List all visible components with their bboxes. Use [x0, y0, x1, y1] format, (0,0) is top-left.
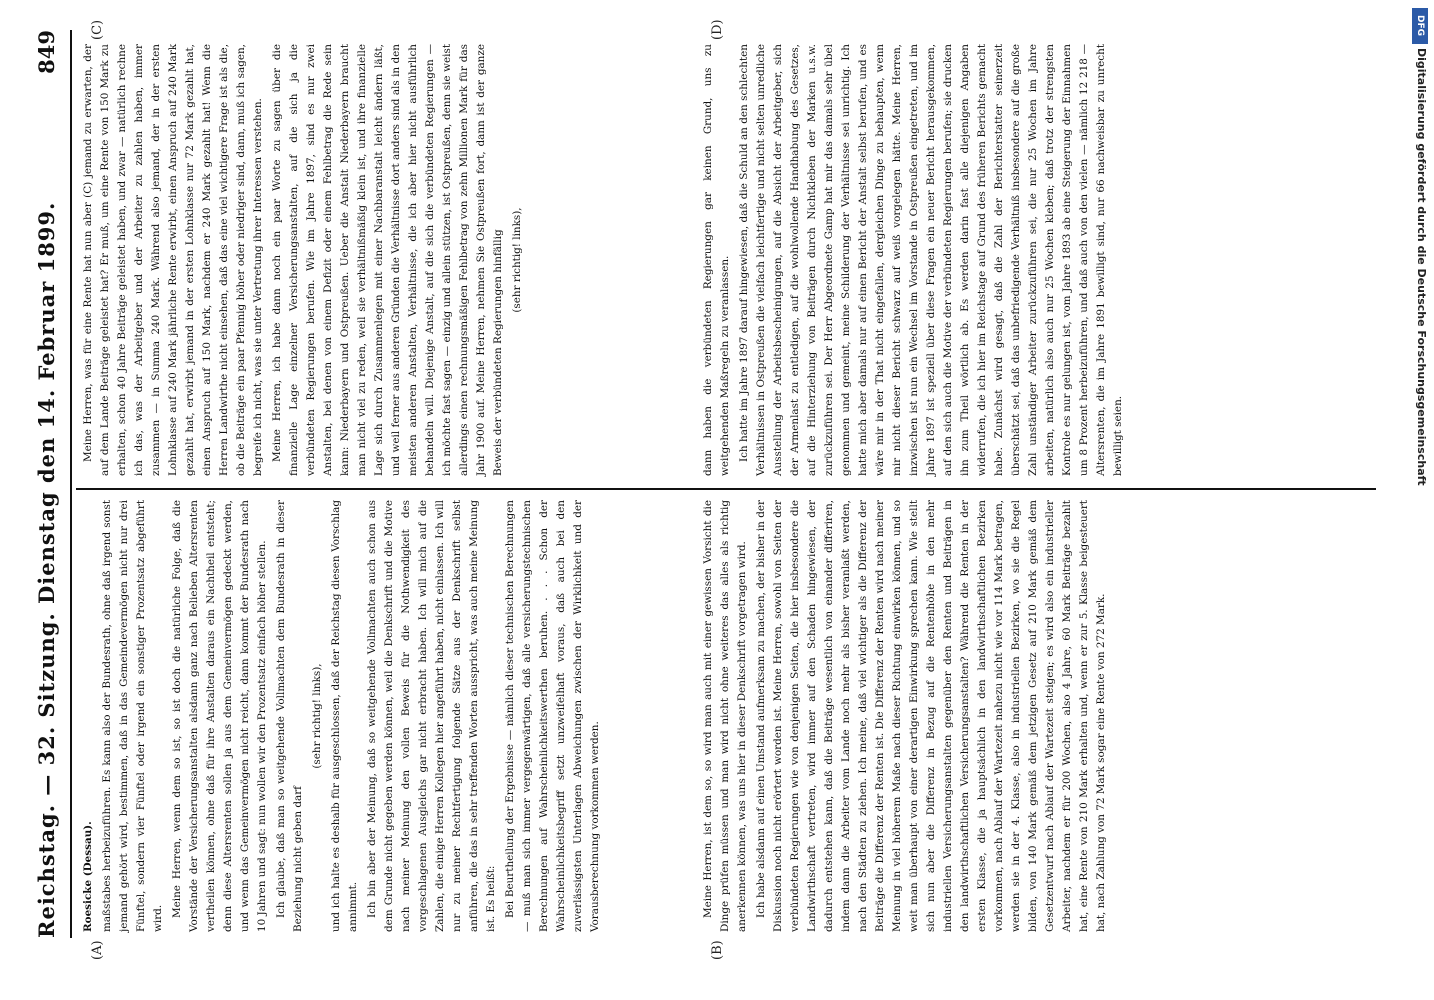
- dfg-logo: DFG: [1412, 8, 1428, 44]
- header-rule: [70, 30, 72, 938]
- paragraph: Meine Herren, wenn dem so ist, so ist doch die natürliche Folge, daß die Vorstände der Versicherungsanstalten alsdann ganz nach Belieben Altersrenten vertheilen können, ohne daß für ihre Anstalten daraus ein Nachtheil entsteht; denn diese Altersrenten sollen ja aus dem Gemeinvermögen gedeckt werden, und wenn das Gemeinvermögen nicht reicht, dann kommt der Bundesrath nach 10 Jahren und sagt: nun wollen wir den Prozentsatz einfach höher stellen.: [171, 500, 268, 932]
- dfg-funding-note: Digitalisierung gefördert durch die Deutsche Forschungsgemeinschaft: [1415, 48, 1428, 486]
- margin-label-b: (B): [710, 940, 725, 960]
- text-column-b: [700, 500, 1112, 932]
- text-column-a: [80, 500, 606, 932]
- column-divider: [76, 488, 1376, 490]
- paragraph: maßstabes herbeizuführen. Es kann also der Bundesrath, ohne daß irgend sonst jemand gehört wird, bestimmen, daß in das Gemeindevermögen nicht nur drei Fünftel, sondern vier Fünftel oder irgend ein sonstiger Prozentsatz abgeführt wird.: [101, 500, 164, 932]
- page-number: 849: [34, 30, 59, 74]
- text-column-d: [700, 44, 1129, 476]
- margin-label-d: (D): [710, 19, 725, 40]
- page-header: [30, 30, 64, 938]
- running-title: Reichstag. — 32. Sitzung. Dienstag den 14. Februar 1899.: [34, 201, 59, 938]
- quotation: Bei Beurtheilung der Ergebnisse — nämlich dieser technischen Berechnungen — muß man sich immer vergegenwärtigen, daß alle versicherungstechnischen Berechnungen auf Wahrscheinlichkeitswerthen beruhen. . . . Schon der Wahrscheinlichkeitsbegriff setzt unzweifelhaft voraus, daß auch bei den zuverlässigsten Unterlagen Abweichungen zwischen der Wirklichkeit und der Vorausberechnung vorkommen werden.: [504, 500, 601, 932]
- paragraph: dann haben die verbündeten Regierungen gar keinen Grund, uns zu weitgehenden Maßregeln zu veranlassen.: [702, 44, 731, 476]
- paragraph: Meine Herren, was für eine Rente hat nun aber (C) jemand zu erwarten, der auf dem Lande Beiträge geleistet hat? Er muß, um eine Rente von 150 Mark zu erhalten, schon 40 Jahre Beiträge geleistet haben, und zwar — natürlich rechne ich das, was der Arbeitgeber und der Arbeiter zu zahlen haben, immer zusammen — in Summa 240 Mark. Während also jemand, der in der ersten Lohnklasse auf 240 Mark jährliche Rente erwirbt, einen Anspruch auf 240 Mark gezahlt hat, erwirbt jemand in der ersten Lohnklasse nur 72 Mark gezahlt hat, einen Anspruch auf 150 Mark, nachdem er 240 Mark gezahlt hat! Wenn die Herren Landwirthe nicht einsehen, daß das eine viel wichtigere Frage ist als die, ob die Beiträge ein paar Pfennig höher oder niedriger sind, dann, muß ich sagen, begreife ich nicht, was sie unter Vertretung ihrer Interessen verstehen.: [82, 44, 264, 476]
- paragraph: Ich bin aber der Meinung, daß so weitgehende Vollmachten auch schon aus dem Grunde nicht gegeben werden können, weil die Denkschrift und die Motive nach meiner Meinung den vollen Beweis für die Nothwendigkeit des vorgeschlagenen Ausgleichs gar nicht erbracht haben. Ich will mich auf die Zahlen, die einige Herren Kollegen hier angeführt haben, nicht einlassen. Ich will nur zu meiner Rechtfertigung folgende Sätze aus der Denkschrift selbst anführen, die das in sehr treffenden Worten ausspricht, was auch meine Meinung ist. Es heißt:: [366, 500, 497, 932]
- interjection: (sehr richtig! links),: [311, 663, 323, 769]
- text-column-c: [80, 44, 528, 476]
- paragraph: Ich habe alsdann auf einen Umstand aufmerksam zu machen, der bisher in der Diskussion noch nicht erörtert worden ist. Meine Herren, sowohl von Seiten der verbündeten Regierungen wie von denjenigen Seiten, die hier insbesondere die Landwirthschaft vertreten, wird immer auf den Schaden hingewiesen, der dadurch entstehen kann, daß die Beiträge wesentlich von einander differiren, indem dann die Arbeiter vom Lande noch mehr als bisher veranlaßt werden, nach den Städten zu ziehen. Ich meine, daß viel wichtiger als die Differenz der Beiträge die Differenz der Renten ist. Die Differenz der Renten wird nach meiner Meinung in viel höherem Maße nach dieser Richtung einwirken können, und so weit man überhaupt von einer derartigen Einwirkung sprechen kann. Wie stellt sich nun aber die Differenz in Bezug auf die Rentenhöhe in den mehr industriellen Versicherungsanstalten gegenüber den Renten und Beiträgen in den landwirthschaftlichen Versicherungsanstalten? Während die Renten in der ersten Klasse, die ja hauptsächlich in den landwirthschaftlichen Bezirken vorkommen, nach Ablauf der Wartezeit nahezu nicht wie vor 114 Mark betragen, werden sie in der 4. Klasse, also in industriellen Bezirken, wo sie die Regel bilden, von 140 Mark gemäß dem jetzigen Gesetz auf 210 Mark gemäß dem Gesetzentwurf nach Ablauf der Wartezeit steigen; es wird also ein industrieller Arbeiter, nachdem er für 200 Wochen, also 4 Jahre, 60 Mark Beiträge bezahlt hat, eine Rente von 210 Mark erhalten und, wenn er zur 5. Klasse beigesteuert hat, nach Zahlung von 72 Mark sogar eine Rente von 272 Mark.: [755, 500, 1107, 932]
- margin-label-c: (C): [90, 19, 105, 40]
- speaker-name: Roesicke (Dessau).: [82, 821, 94, 932]
- paragraph: Ich hatte im Jahre 1897 darauf hingewiesen, daß die Schuld an den schlechten Verhältnissen in Ostpreußen die vielfach leichtfertige und nicht selten unredliche Ausstellung der Arbeitsbescheinigungen, auf die Absicht der Arbeitgeber, sich der Armenlast zu entledigen, auf die wohlwollende Handhabung des Gesetzes, auf die Hinterziehung von Beiträgen durch Nichtkleben der Marken u.s.w. zurückzuführen sei. Der Herr Abgeordnete Gamp hat mir das damals sehr übel genommen und gemeint, meine Schilderung der Verhältnisse sei unrichtig. Ich hatte mich aber damals nur auf einen Bericht der Anstalt selbst berufen, und es wäre mir in der That nicht eingefallen, dergleichen Dinge zu behaupten, wenn mir nicht dieser Bericht schwarz auf weiß vorgelegen hätte. Meine Herren, inzwischen ist nun ein Wechsel im Vorstande in Ostpreußen eingetreten, und im Jahre 1897 ist speziell über diese Fragen ein neuer Bericht herausgekommen, auf den sich auch die Motive der verbündeten Regierungen berufen; sie drucken ihn zum Theil wörtlich ab. Es werden darin fast alle diejenigen Angaben widerrufen, die ich hier im Reichstage auf Grund des früheren Berichts gemacht habe. Zunächst wird gesagt, daß die Zahl der Berichterstatter seinerzeit überschätzt sei, daß das unbefriedigende Verhältniß insbesondere auf die große Zahl unständiger Arbeiter zurückzuführen sei, die nur 25 Wochen im Jahre arbeiten, natürlich also auch nur 25 Wochen kleben; daß trotz der strengsten Kontrole es nur gelungen ist, vom Jahre 1893 ab eine Steigerung der Einnahmen um 8 Prozent herbeizuführen, und daß auch von den vielen — nämlich 12 218 — Altersrenten, die im Jahre 1891 bewilligt sind, nur 66 nachweisbar zu unrecht bewilligt seien.: [738, 44, 1124, 476]
- paragraph: Ich glaube, daß man so weitgehende Vollmachten dem Bundesrath in dieser Beziehung nicht geben darf: [275, 500, 304, 932]
- margin-label-a: (A): [90, 940, 105, 960]
- interjection: (sehr richtig! links),: [511, 207, 523, 313]
- paragraph: Meine Herren, ich habe dann noch ein paar Worte zu sagen über die finanzielle Lage einzelner Versicherungsanstalten, auf die sich ja die verbündeten Regierungen berufen. Wie im Jahre 1897, sind es nur zwei Anstalten, bei denen von einem Defizit oder einem Fehlbetrag die Rede sein kann: Niederbayern und Ostpreußen. Ueber die Anstalt Niederbayern braucht man nicht viel zu reden, weil sie verhältnißmäßig klein ist, und ihre finanzielle Lage sich durch Zusammenlegen mit einer Nachbaranstalt leicht ändern läßt, und weil ferner aus anderen Gründen die Verhältnisse dort anders sind als in den meisten anderen Anstalten, Verhältnisse, die ich aber hier nicht ausführlich behandeln will. Diejenige Anstalt, auf die sich die verbündeten Regierungen — ich möchte fast sagen — einzig und allein stützen, ist Ostpreußen, denn sie weist allerdings einen rechnungsmäßigen Fehlbetrag von zehn Millionen Mark für das Jahr 1900 auf. Meine Herren, nehmen Sie Ostpreußen fort, dann ist der ganze Beweis der verbündeten Regierungen hinfällig: [271, 44, 504, 476]
- paragraph: und ich halte es deshalb für ausgeschlossen, daß der Reichstag diesen Vorschlag annimmt.: [330, 500, 359, 932]
- dfg-side-note: [1406, 8, 1432, 998]
- paragraph: Meine Herren, ist dem so, so wird man auch mit einer gewissen Vorsicht die Dinge prüfen müssen und man wird nicht ohne weiteres das alles als richtig anerkennen können, was uns hier in dieser Denkschrift vorgetragen wird.: [702, 500, 748, 932]
